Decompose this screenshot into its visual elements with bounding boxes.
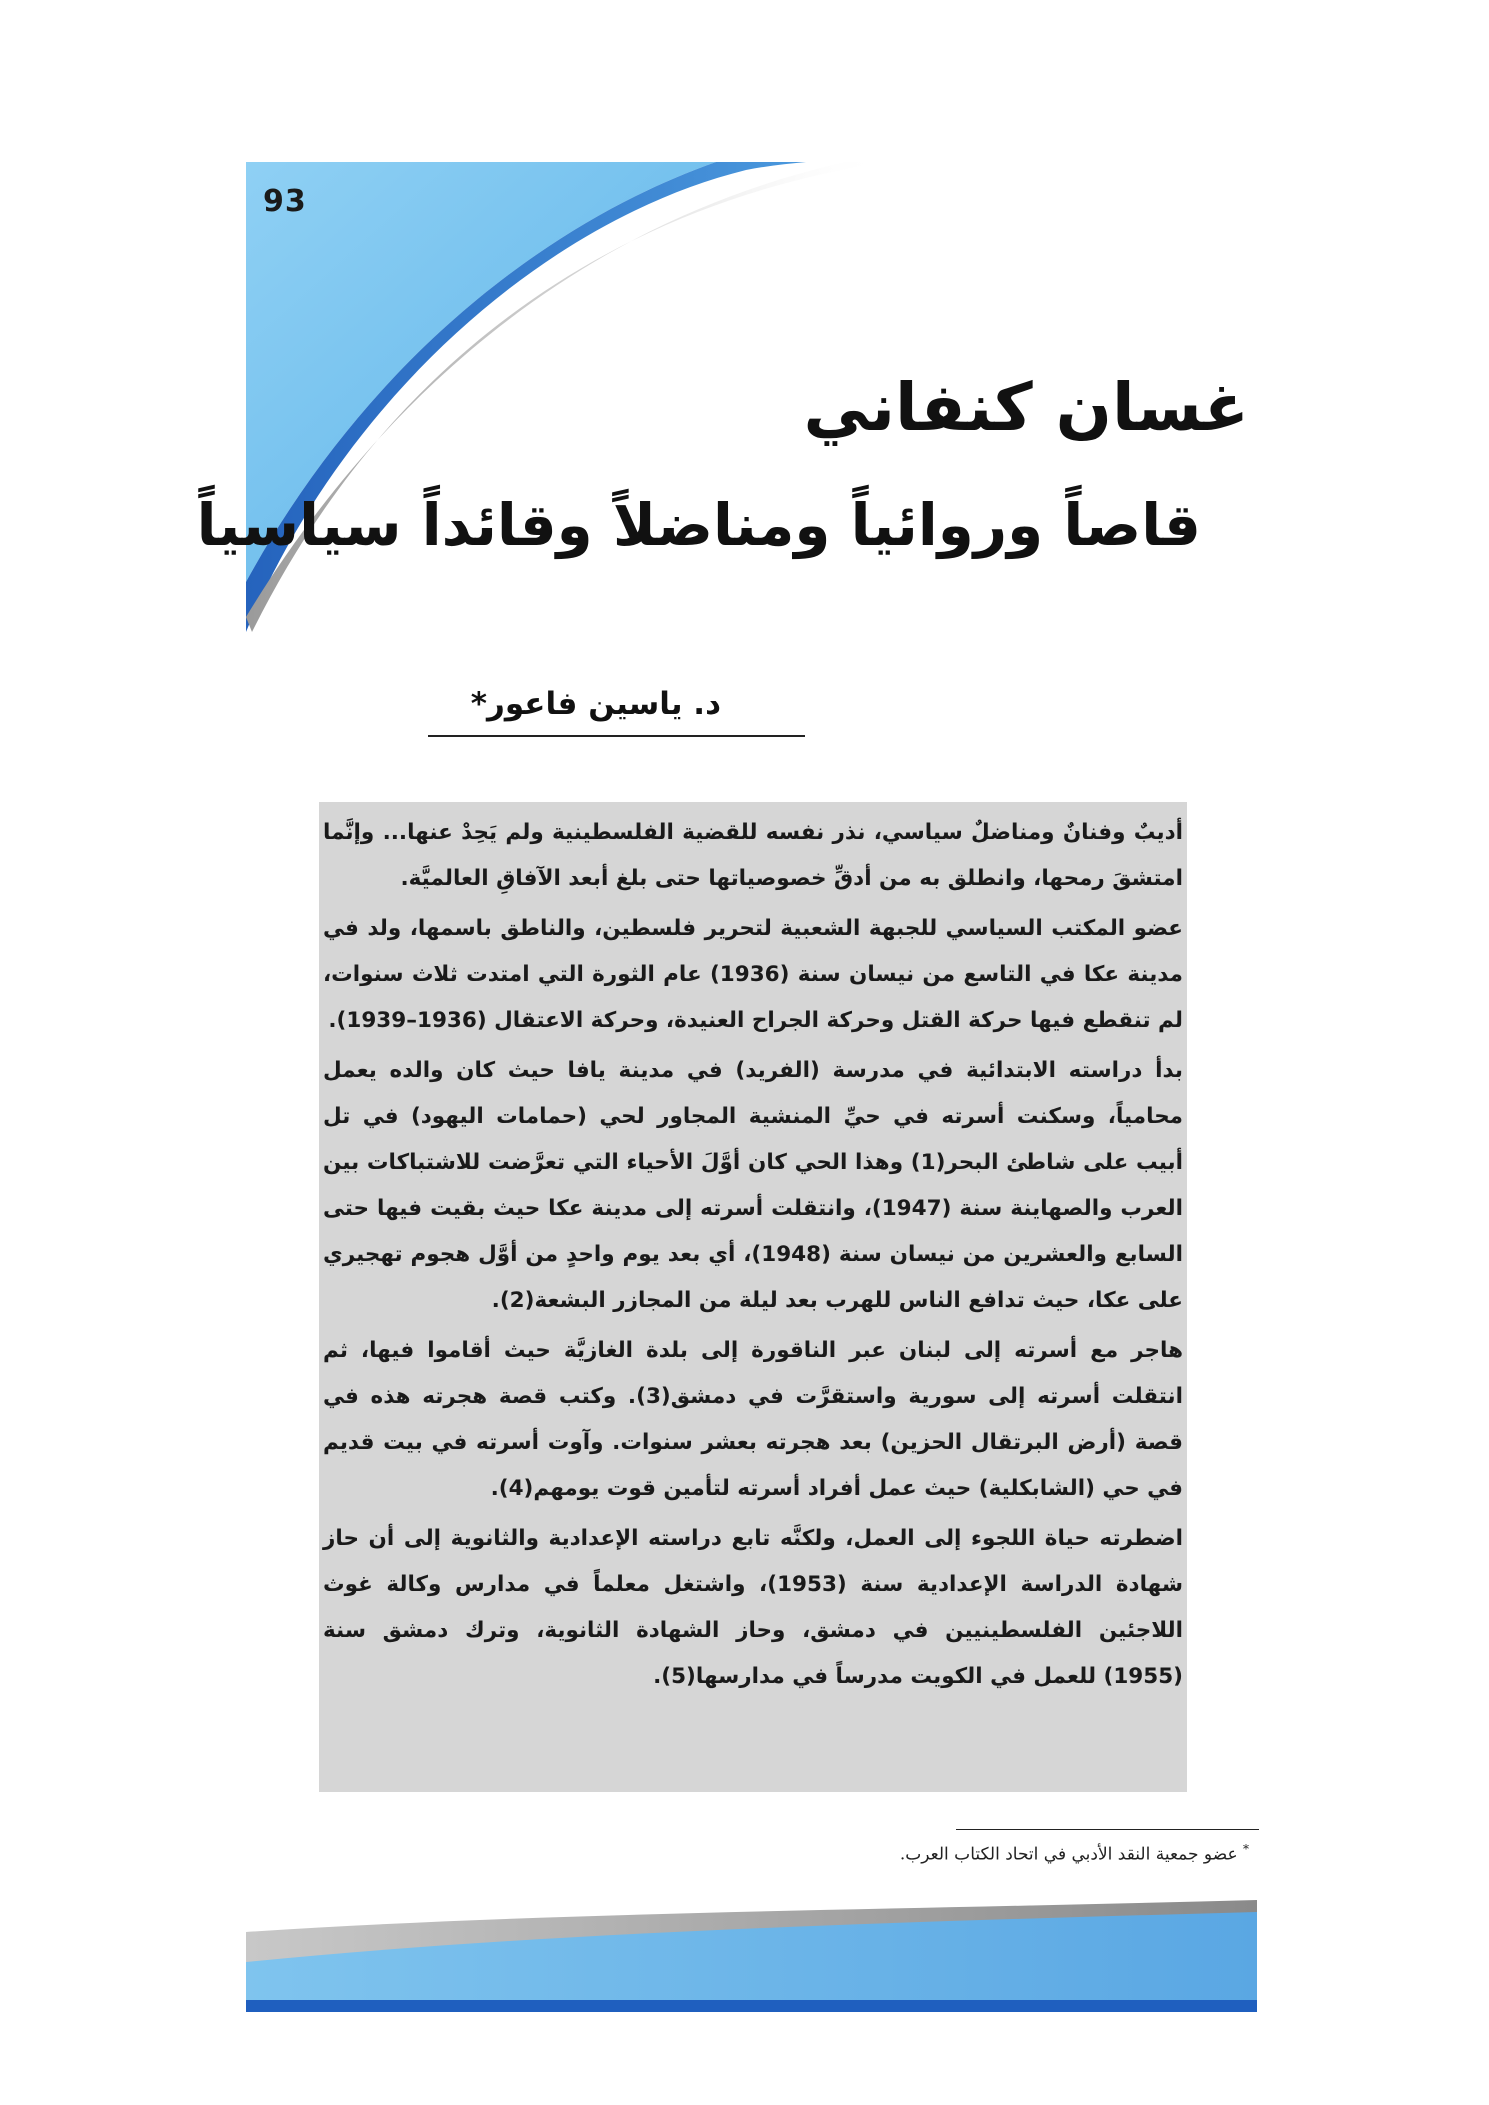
- paragraph: اضطرته حياة اللجوء إلى العمل، ولكنَّه تابع دراسته الإعدادية والثانوية إلى أن حاز شهادة الدراسة الإعدادية سنة (1953)، واشتغل معلماً في مدارس وكالة غوث اللاجئين الفلسطينيين في دمشق، وحاز الشهادة الثانوية، وترك دمشق سنة (1955) للعمل في الكويت مدرساً في مدارسها(5).: [323, 1526, 1183, 1689]
- footnote-separator: [956, 1829, 1259, 1830]
- paragraph: أديبٌ وفنانٌ ومناضلٌ سياسي، نذر نفسه للقضية الفلسطينية ولم يَحِدْ عنها... وإنَّما امتشقَ رمحها، وانطلق به من أدقِّ خصوصياتها حتى بلغ أبعد الآفاقِ العالميَّة.: [323, 820, 1183, 891]
- article-body: [323, 810, 1183, 1700]
- paragraph: عضو المكتب السياسي للجبهة الشعبية لتحرير فلسطين، والناطق باسمها، ولد في مدينة عكا في التاسع من نيسان سنة (1936) عام الثورة التي امتدت ثلاث سنوات، لم تنقطع فيها حركة القتل وحركة الجراح العنيدة، وحركة الاعتقال (1936–1939).: [323, 916, 1183, 1033]
- author-name: د. ياسين فاعور*: [470, 686, 721, 722]
- footer-swoosh-decoration: [246, 1892, 1257, 2012]
- footnote: [900, 1842, 1249, 1865]
- footnote-marker: *: [1243, 1842, 1249, 1856]
- author-underline: [428, 735, 805, 737]
- paragraph: بدأ دراسته الابتدائية في مدرسة (الفريد) في مدينة يافا حيث كان والده يعمل محامياً، وسكنت أسرته في حيِّ المنشية المجاور لحي (حمامات اليهود) في تل أبيب على شاطئ البحر(1) وهذا الحي كان أوَّلَ الأحياء التي تعرَّضت للاشتباكات بين العرب والصهاينة سنة (1947)، وانتقلت أسرته إلى مدينة عكا حيث بقيت فيها حتى السابع والعشرين من نيسان سنة (1948)، أي بعد يوم واحدٍ من أوَّل هجوم تهجيري على عكا، حيث تدافع الناس للهرب بعد ليلة من المجازر البشعة(2).: [323, 1058, 1183, 1313]
- article-title: غسان كنفاني: [803, 369, 1249, 446]
- footnote-text: عضو جمعية النقد الأدبي في اتحاد الكتاب العرب.: [899, 1844, 1238, 1865]
- article-subtitle: قاصاً وروائياً ومناضلاً وقائداً سياسياً: [196, 491, 1201, 559]
- page-number: 93: [263, 184, 307, 219]
- paragraph: هاجر مع أسرته إلى لبنان عبر الناقورة إلى بلدة الغازيَّة حيث أقاموا فيها، ثم انتقلت أسرته إلى سورية واستقرَّت في دمشق(3). وكتب قصة هجرته هذه في قصة (أرض البرتقال الحزين) بعد هجرته بعشر سنوات. وآوت أسرته في بيت قديم في حي (الشابكلية) حيث عمل أفراد أسرته لتأمين قوت يومهم(4).: [323, 1338, 1183, 1501]
- article-body-box: [319, 802, 1187, 1792]
